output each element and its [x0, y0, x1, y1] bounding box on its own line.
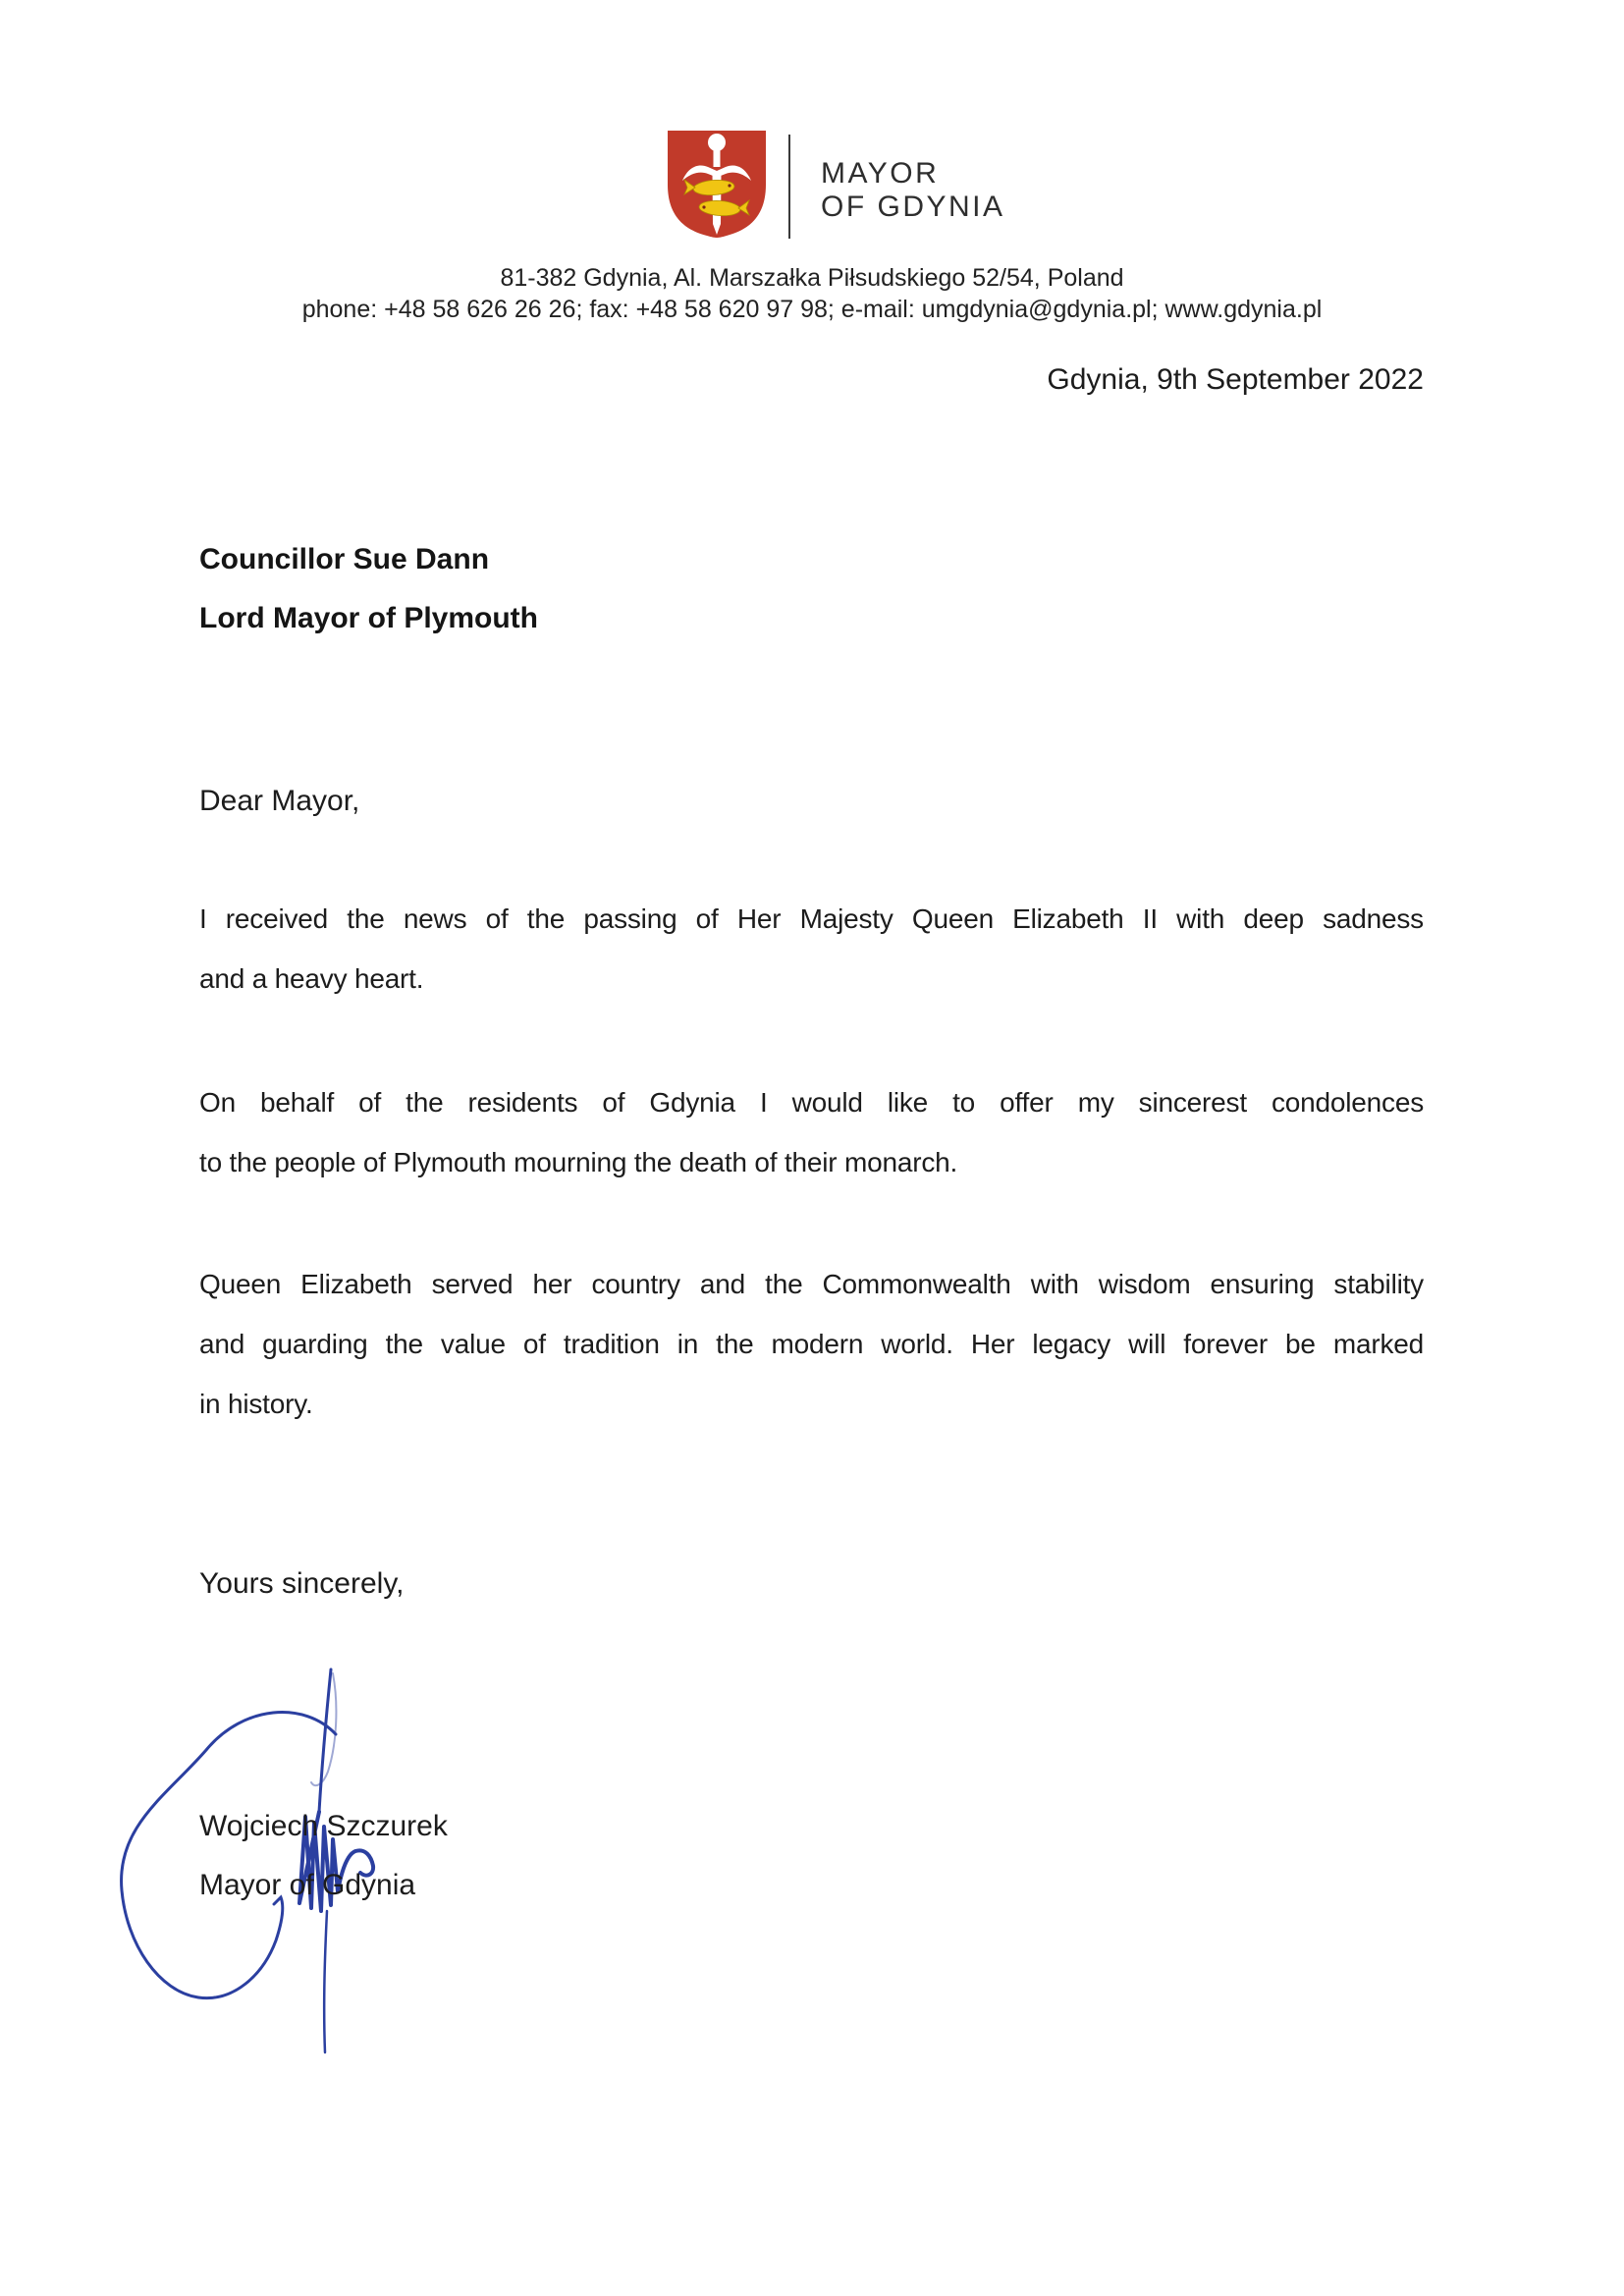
paragraph-line: to the people of Plymouth mourning the death of their monarch.	[199, 1147, 958, 1177]
paragraph-line: and guarding the value of tradition in the modern world. Her legacy will forever be marked	[199, 1329, 1424, 1359]
recipient-title: Lord Mayor of Plymouth	[199, 602, 538, 634]
paragraph-line: I received the news of the passing of Her Majesty Queen Elizabeth II with deep sadness	[199, 903, 1424, 934]
signature-retrace-stroke	[311, 1673, 336, 1785]
signatory-title: Mayor of Gdynia	[199, 1869, 416, 1901]
paragraph-1	[199, 889, 1424, 1009]
recipient-block	[199, 530, 538, 648]
letterhead-divider	[788, 135, 790, 239]
letterhead-contact: phone: +48 58 626 26 26; fax: +48 58 620 97 98; e-mail: umgdynia@gdynia.pl; www.gdynia.pl	[301, 296, 1323, 323]
signatory-name: Wojciech Szczurek	[199, 1810, 448, 1842]
crest-sword-pommel	[708, 134, 726, 151]
signatory-block	[199, 1797, 448, 1915]
paragraph-2	[199, 1072, 1424, 1192]
gdynia-coat-of-arms-icon	[663, 126, 771, 241]
signature-tail-stroke	[324, 1911, 327, 2052]
paragraph-line: Queen Elizabeth served her country and the Commonwealth with wisdom ensuring stability	[199, 1269, 1424, 1299]
paragraph-3	[199, 1254, 1424, 1434]
closing: Yours sincerely,	[199, 1567, 405, 1600]
letterhead-wordmark	[821, 157, 1005, 224]
recipient-name: Councillor Sue Dann	[199, 543, 490, 575]
paragraph-line: On behalf of the residents of Gdynia I would like to offer my sincerest condolences	[199, 1087, 1424, 1118]
paragraph-line: in history.	[199, 1389, 313, 1419]
letterhead-address: 81-382 Gdynia, Al. Marszałka Piłsudskiego 52/54, Poland	[500, 264, 1124, 292]
salutation: Dear Mayor,	[199, 785, 360, 817]
paragraph-line: and a heavy heart.	[199, 963, 424, 994]
letterhead-org-line1: MAYOR	[821, 157, 940, 190]
crest-sword-grip	[714, 149, 721, 167]
signature-upstroke	[319, 1669, 331, 1812]
date-line: Gdynia, 9th September 2022	[1047, 363, 1424, 396]
letterhead-org-line2: OF GDYNIA	[821, 191, 1005, 223]
